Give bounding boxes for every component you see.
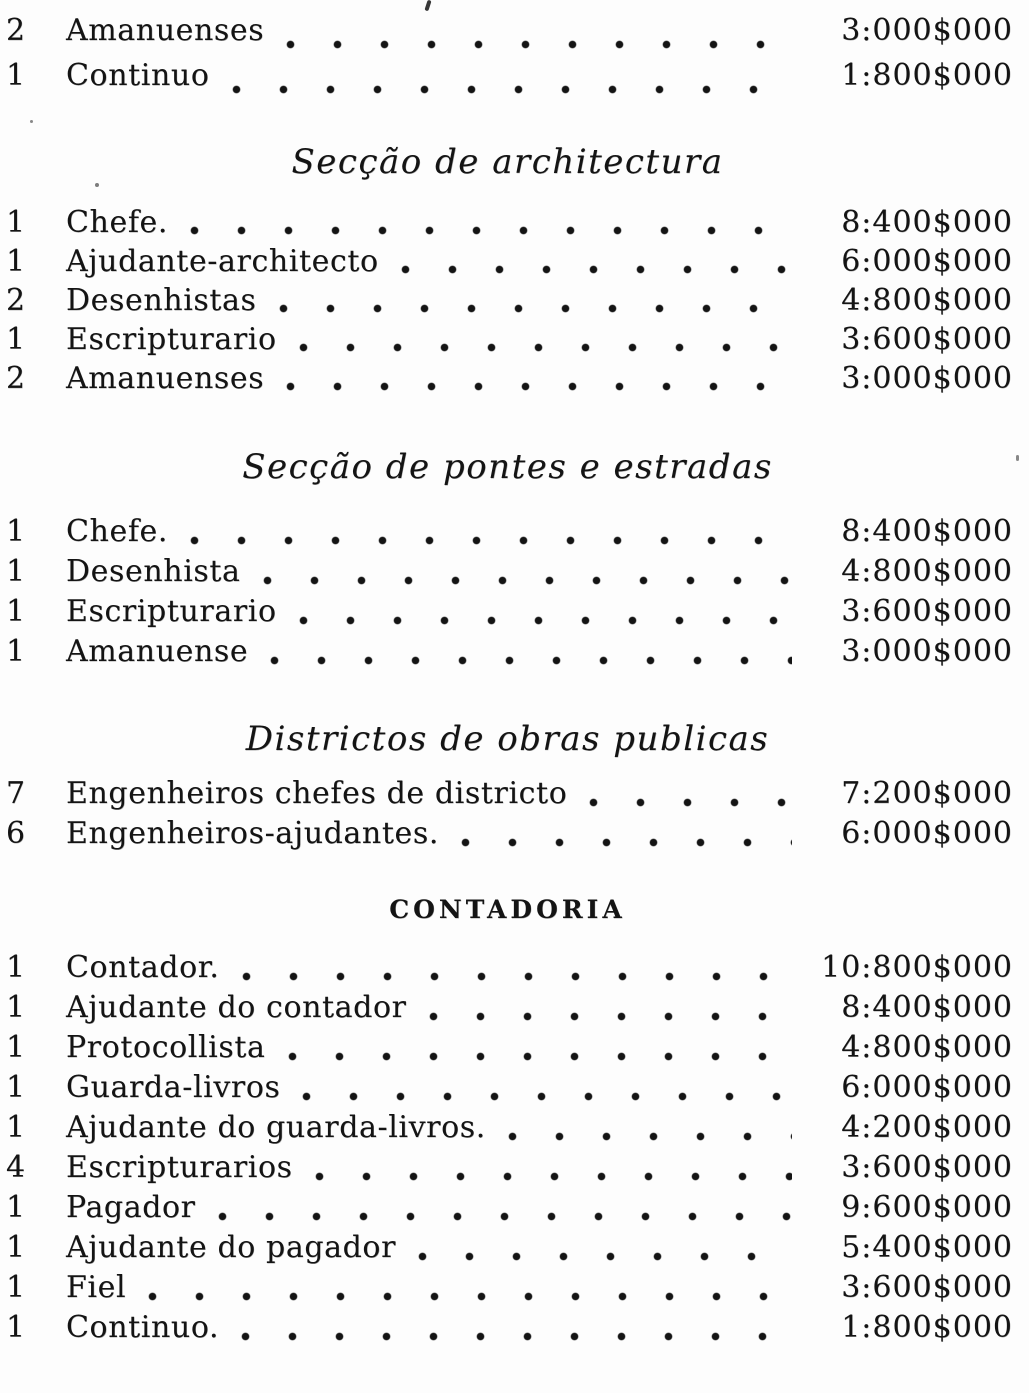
quantity-cell: 1 [6,514,26,549]
salary-value-cell: 3:600$000 [841,594,1013,629]
dot-leader [279,304,792,313]
position-title-cell: Ajudante do pagador [66,1230,397,1265]
table-row [2,1309,1013,1349]
salary-value-cell: 8:400$000 [841,205,1013,240]
scan-speckle [30,120,33,123]
position-title-cell: Pagador [66,1190,196,1225]
quantity-cell: 4 [6,1150,26,1185]
position-title-cell: Fiel [66,1270,127,1305]
salary-value-cell: 7:200$000 [841,776,1013,811]
row-group-pontes [2,513,1013,673]
table-row [2,949,1013,989]
position-title-cell: Desenhistas [66,283,257,318]
position-title-cell: Engenheiros chefes de districto [66,776,568,811]
table-row [2,204,1013,243]
salary-value-cell: 6:000$000 [841,1070,1013,1105]
table-row [2,775,1013,815]
quantity-cell: 6 [6,816,26,851]
quantity-cell: 1 [6,1030,26,1065]
section-heading-architectura: Secção de architectura [291,142,724,182]
position-title-cell: Escripturarios [66,1150,293,1185]
position-title-cell: Desenhista [66,554,241,589]
table-row [2,1069,1013,1109]
section-heading-contadoria: CONTADORIA [389,895,626,924]
quantity-cell: 1 [6,322,26,357]
dot-leader [299,343,792,352]
salary-value-cell: 3:600$000 [841,1270,1013,1305]
table-row [2,1189,1013,1229]
dot-leader [401,265,792,274]
dot-leader [508,1132,792,1141]
dot-leader [286,40,792,49]
dot-leader [429,1012,792,1021]
position-title-cell: Ajudante-architecto [66,244,379,279]
position-title-cell: Escripturario [66,594,277,629]
dot-leader [232,85,793,94]
quantity-cell: 1 [6,1190,26,1225]
position-title-cell: Contador. [66,950,220,985]
table-row [2,633,1013,673]
section-heading-districtos: Districtos de obras publicas [245,719,770,759]
quantity-cell: 1 [6,205,26,240]
table-row [2,1229,1013,1269]
table-row [2,243,1013,282]
row-group-architectura [2,204,1013,399]
table-row [2,815,1013,855]
dot-leader [288,1052,793,1061]
table-row [2,1149,1013,1189]
quantity-cell: 1 [6,1230,26,1265]
section-heading-pontes: Secção de pontes e estradas [242,447,773,487]
salary-value-cell: 4:800$000 [841,283,1013,318]
salary-value-cell: 10:800$000 [821,950,1013,985]
position-title-cell: Ajudante do contador [66,990,407,1025]
dot-leader [589,798,792,807]
salary-value-cell: 4:800$000 [841,554,1013,589]
salary-value-cell: 3:000$000 [841,634,1013,669]
dot-leader [315,1172,792,1181]
dot-leader [286,382,792,391]
quantity-cell: 1 [6,244,26,279]
position-title-cell: Guarda-livros [66,1070,281,1105]
table-row [2,321,1013,360]
salary-value-cell: 4:800$000 [841,1030,1013,1065]
table-row [2,593,1013,633]
table-row [2,360,1013,399]
salary-value-cell: 6:000$000 [841,244,1013,279]
dot-leader [241,1332,792,1341]
quantity-cell: 1 [6,634,26,669]
salary-value-cell: 3:000$000 [841,13,1013,48]
table-row [2,1109,1013,1149]
quantity-cell: 7 [6,776,26,811]
quantity-cell: 1 [6,990,26,1025]
table-row [2,57,1013,102]
quantity-cell: 2 [6,283,26,318]
table-row [2,553,1013,593]
salary-value-cell: 3:000$000 [841,361,1013,396]
position-title-cell: Continuo [66,58,210,93]
salary-value-cell: 4:200$000 [841,1110,1013,1145]
dot-leader [299,616,792,625]
quantity-cell: 1 [6,554,26,589]
dot-leader [218,1212,792,1221]
salary-value-cell: 3:600$000 [841,322,1013,357]
table-row [2,12,1013,57]
dot-leader [190,536,792,545]
scan-speckle [1016,455,1019,461]
salary-value-cell: 8:400$000 [841,990,1013,1025]
quantity-cell: 2 [6,361,26,396]
quantity-cell: 1 [6,1070,26,1105]
position-title-cell: Protocollista [66,1030,266,1065]
quantity-cell: 1 [6,1310,26,1345]
quantity-cell: 2 [6,13,26,48]
position-title-cell: Engenheiros-ajudantes. [66,816,439,851]
position-title-cell: Chefe. [66,205,169,240]
dot-leader [148,1292,792,1301]
position-title-cell: Amanuenses [66,361,265,396]
salary-value-cell: 1:800$000 [841,58,1013,93]
row-group-contadoria [2,949,1013,1349]
row-group-leading [2,12,1013,102]
salary-value-cell: 6:000$000 [841,816,1013,851]
salary-value-cell: 9:600$000 [841,1190,1013,1225]
dot-leader [263,576,792,585]
row-group-districtos [2,775,1013,855]
dot-leader [302,1092,792,1101]
position-title-cell: Chefe. [66,514,169,549]
quantity-cell: 1 [6,594,26,629]
table-row [2,1029,1013,1069]
salary-value-cell: 1:800$000 [841,1310,1013,1345]
table-row [2,1269,1013,1309]
salary-value-cell: 3:600$000 [841,1150,1013,1185]
salary-value-cell: 8:400$000 [841,514,1013,549]
scan-speckle [95,183,99,187]
dot-leader [242,972,792,981]
position-title-cell: Amanuense [66,634,249,669]
dot-leader [461,838,792,847]
table-row [2,282,1013,321]
position-title-cell: Escripturario [66,322,277,357]
salary-value-cell: 5:400$000 [841,1230,1013,1265]
quantity-cell: 1 [6,1270,26,1305]
position-title-cell: Ajudante do guarda-livros. [66,1110,486,1145]
blocks [2,12,1013,1349]
scan-artifact-mark [424,0,431,11]
table-row [2,513,1013,553]
quantity-cell: 1 [6,1110,26,1145]
position-title-cell: Continuo. [66,1310,220,1345]
dot-leader [418,1252,792,1261]
dot-leader [190,226,792,235]
quantity-cell: 1 [6,950,26,985]
quantity-cell: 1 [6,58,26,93]
position-title-cell: Amanuenses [66,13,265,48]
dot-leader [270,656,792,665]
table-row [2,989,1013,1029]
